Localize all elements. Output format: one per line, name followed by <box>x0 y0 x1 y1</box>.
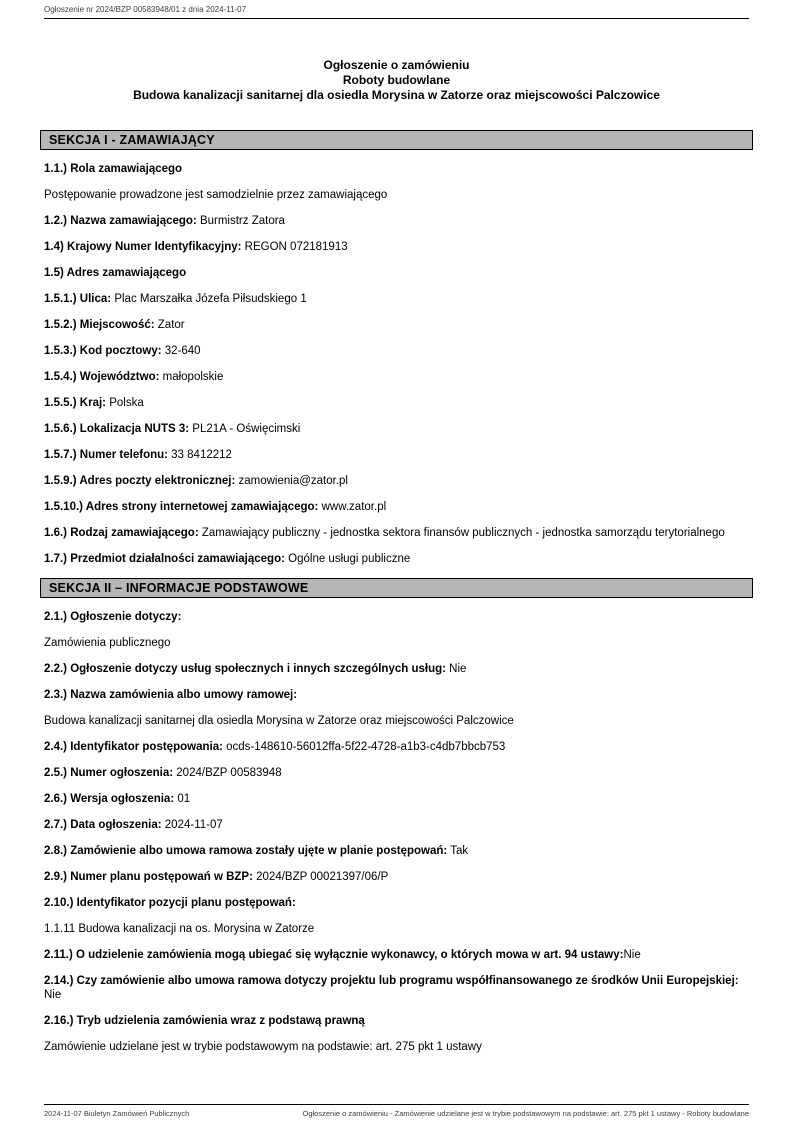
field-label-row: 2.3.) Nazwa zamówienia albo umowy ramowej: <box>44 689 298 701</box>
field-value: Zator <box>154 319 185 331</box>
field-row <box>44 500 749 514</box>
title-announcement-type: Ogłoszenie o zamówieniu <box>323 58 470 72</box>
field-label-row: 1.5) Adres zamawiającego <box>44 267 187 279</box>
field-value: 01 <box>174 793 191 805</box>
field-row <box>44 552 749 566</box>
title-order-name: Budowa kanalizacji sanitarnej dla osiedla Morysina w Zatorze oraz miejscowości Palczowice <box>133 88 660 102</box>
footer-bulletin-info: 2024-11-07 Biuletyn Zamówień Publicznych <box>44 1109 190 1118</box>
field-label: 2.5.) Numer ogłoszenia: <box>44 767 174 779</box>
field-label: 1.2.) Nazwa zamawiającego: <box>44 215 197 227</box>
footer-announcement-info: Ogłoszenie o zamówieniu - Zamówienie udzielane jest w trybie podstawowym na podstawie: art. 275 pkt 1 ustawy - Roboty budowlane <box>302 1109 749 1118</box>
field-row <box>44 370 749 384</box>
field-row <box>44 448 749 462</box>
paragraph: Zamówienie udzielane jest w trybie podstawowym na podstawie: art. 275 pkt 1 ustawy <box>44 1041 482 1053</box>
field-label: 1.5.1.) Ulica: <box>44 293 112 305</box>
field-label: 2.9.) Numer planu postępowań w BZP: <box>44 871 253 883</box>
field-label: 1.5.7.) Numer telefonu: <box>44 449 168 461</box>
field-value: Nie <box>445 663 467 675</box>
field-label: 1.5.5.) Kraj: <box>44 397 106 409</box>
field-label-row: 1.1.) Rola zamawiającego <box>44 163 183 175</box>
field-label: 2.8.) Zamówienie albo umowa ramowa zostały ujęte w planie postępowań: <box>44 845 448 857</box>
page-footer <box>44 1104 749 1118</box>
field-label: 2.4.) Identyfikator postępowania: <box>44 741 223 753</box>
field-value: www.zator.pl <box>318 501 387 513</box>
section-2-heading: SEKCJA II – INFORMACJE PODSTAWOWE <box>40 578 753 598</box>
field-row <box>44 422 749 436</box>
field-row <box>44 474 749 488</box>
field-label: 1.5.4.) Województwo: <box>44 371 160 383</box>
field-row <box>44 844 749 858</box>
field-label-row: 2.10.) Identyfikator pozycji planu postępowań: <box>44 897 296 909</box>
document-body <box>44 130 749 1054</box>
document-title <box>44 58 749 103</box>
paragraph: Zamówienia publicznego <box>44 637 171 649</box>
section-1-body <box>44 162 749 566</box>
field-label: 2.11.) O udzielenie zamówienia mogą ubiegać się wyłącznie wykonawcy, o których mowa w art. 94 ustawy: <box>44 949 624 961</box>
field-row <box>44 766 749 780</box>
field-label: 1.5.10.) Adres strony internetowej zamawiającego: <box>44 501 319 513</box>
field-label: 2.7.) Data ogłoszenia: <box>44 819 162 831</box>
paragraph: Budowa kanalizacji sanitarnej dla osiedla Morysina w Zatorze oraz miejscowości Palczowice <box>44 715 514 727</box>
field-label: 1.5.6.) Lokalizacja NUTS 3: <box>44 423 190 435</box>
field-row <box>44 974 749 1002</box>
field-label: 1.7.) Przedmiot działalności zamawiającego: <box>44 553 285 565</box>
field-label: 1.4) Krajowy Numer Identyfikacyjny: <box>44 241 242 253</box>
field-row <box>44 318 749 332</box>
field-value: Tak <box>447 845 469 857</box>
field-value: Burmistrz Zatora <box>196 215 285 227</box>
field-label: 1.5.3.) Kod pocztowy: <box>44 345 162 357</box>
field-row <box>44 396 749 410</box>
field-label: 1.6.) Rodzaj zamawiającego: <box>44 527 199 539</box>
section-2 <box>44 578 749 1054</box>
field-label-row: 2.1.) Ogłoszenie dotyczy: <box>44 611 182 623</box>
field-value: małopolskie <box>159 371 224 383</box>
field-value: 2024-11-07 <box>161 819 223 831</box>
paragraph: 1.1.11 Budowa kanalizacji na os. Morysina w Zatorze <box>44 923 315 935</box>
header-divider <box>44 18 749 19</box>
field-value: Nie <box>623 949 641 961</box>
field-label: 2.6.) Wersja ogłoszenia: <box>44 793 175 805</box>
field-value: 33 8412212 <box>167 449 232 461</box>
field-row <box>44 948 749 962</box>
section-1 <box>44 130 749 566</box>
field-value: 2024/BZP 00021397/06/P <box>252 871 389 883</box>
field-row <box>44 740 749 754</box>
field-value: zamowienia@zator.pl <box>235 475 348 487</box>
field-value: 32-640 <box>161 345 201 357</box>
field-label: 2.14.) Czy zamówienie albo umowa ramowa dotyczy projektu lub programu współfinansowanego ze środków Unii Europejskiej: <box>44 975 739 987</box>
field-value: Nie <box>44 989 62 1001</box>
field-label: 1.5.2.) Miejscowość: <box>44 319 155 331</box>
field-row <box>44 526 749 540</box>
field-value: Zamawiający publiczny - jednostka sektora finansów publicznych - jednostka samorządu terytorialnego <box>198 527 725 539</box>
field-value: Plac Marszałka Józefa Piłsudskiego 1 <box>111 293 307 305</box>
section-1-heading: SEKCJA I - ZAMAWIAJĄCY <box>40 130 753 150</box>
paragraph: Postępowanie prowadzone jest samodzielnie przez zamawiającego <box>44 189 388 201</box>
field-value: REGON 072181913 <box>241 241 348 253</box>
field-label: 2.2.) Ogłoszenie dotyczy usług społecznych i innych szczególnych usług: <box>44 663 446 675</box>
title-order-type: Roboty budowlane <box>342 73 451 87</box>
field-row <box>44 792 749 806</box>
field-row <box>44 214 749 228</box>
field-row <box>44 240 749 254</box>
field-value: 2024/BZP 00583948 <box>173 767 282 779</box>
field-row <box>44 344 749 358</box>
field-row <box>44 818 749 832</box>
field-value: Polska <box>106 397 144 409</box>
announcement-number: Ogłoszenie nr 2024/BZP 00583948/01 z dnia 2024-11-07 <box>44 5 247 14</box>
field-label-row: 2.16.) Tryb udzielenia zamówienia wraz z podstawą prawną <box>44 1015 365 1027</box>
section-2-body <box>44 610 749 1054</box>
field-row <box>44 292 749 306</box>
field-row <box>44 870 749 884</box>
field-label: 1.5.9.) Adres poczty elektronicznej: <box>44 475 236 487</box>
field-value: ocds-148610-56012ffa-5f22-4728-a1b3-c4db7bbcb753 <box>222 741 506 753</box>
field-row <box>44 662 749 676</box>
field-value: PL21A - Oświęcimski <box>189 423 301 435</box>
field-value: Ogólne usługi publiczne <box>284 553 411 565</box>
